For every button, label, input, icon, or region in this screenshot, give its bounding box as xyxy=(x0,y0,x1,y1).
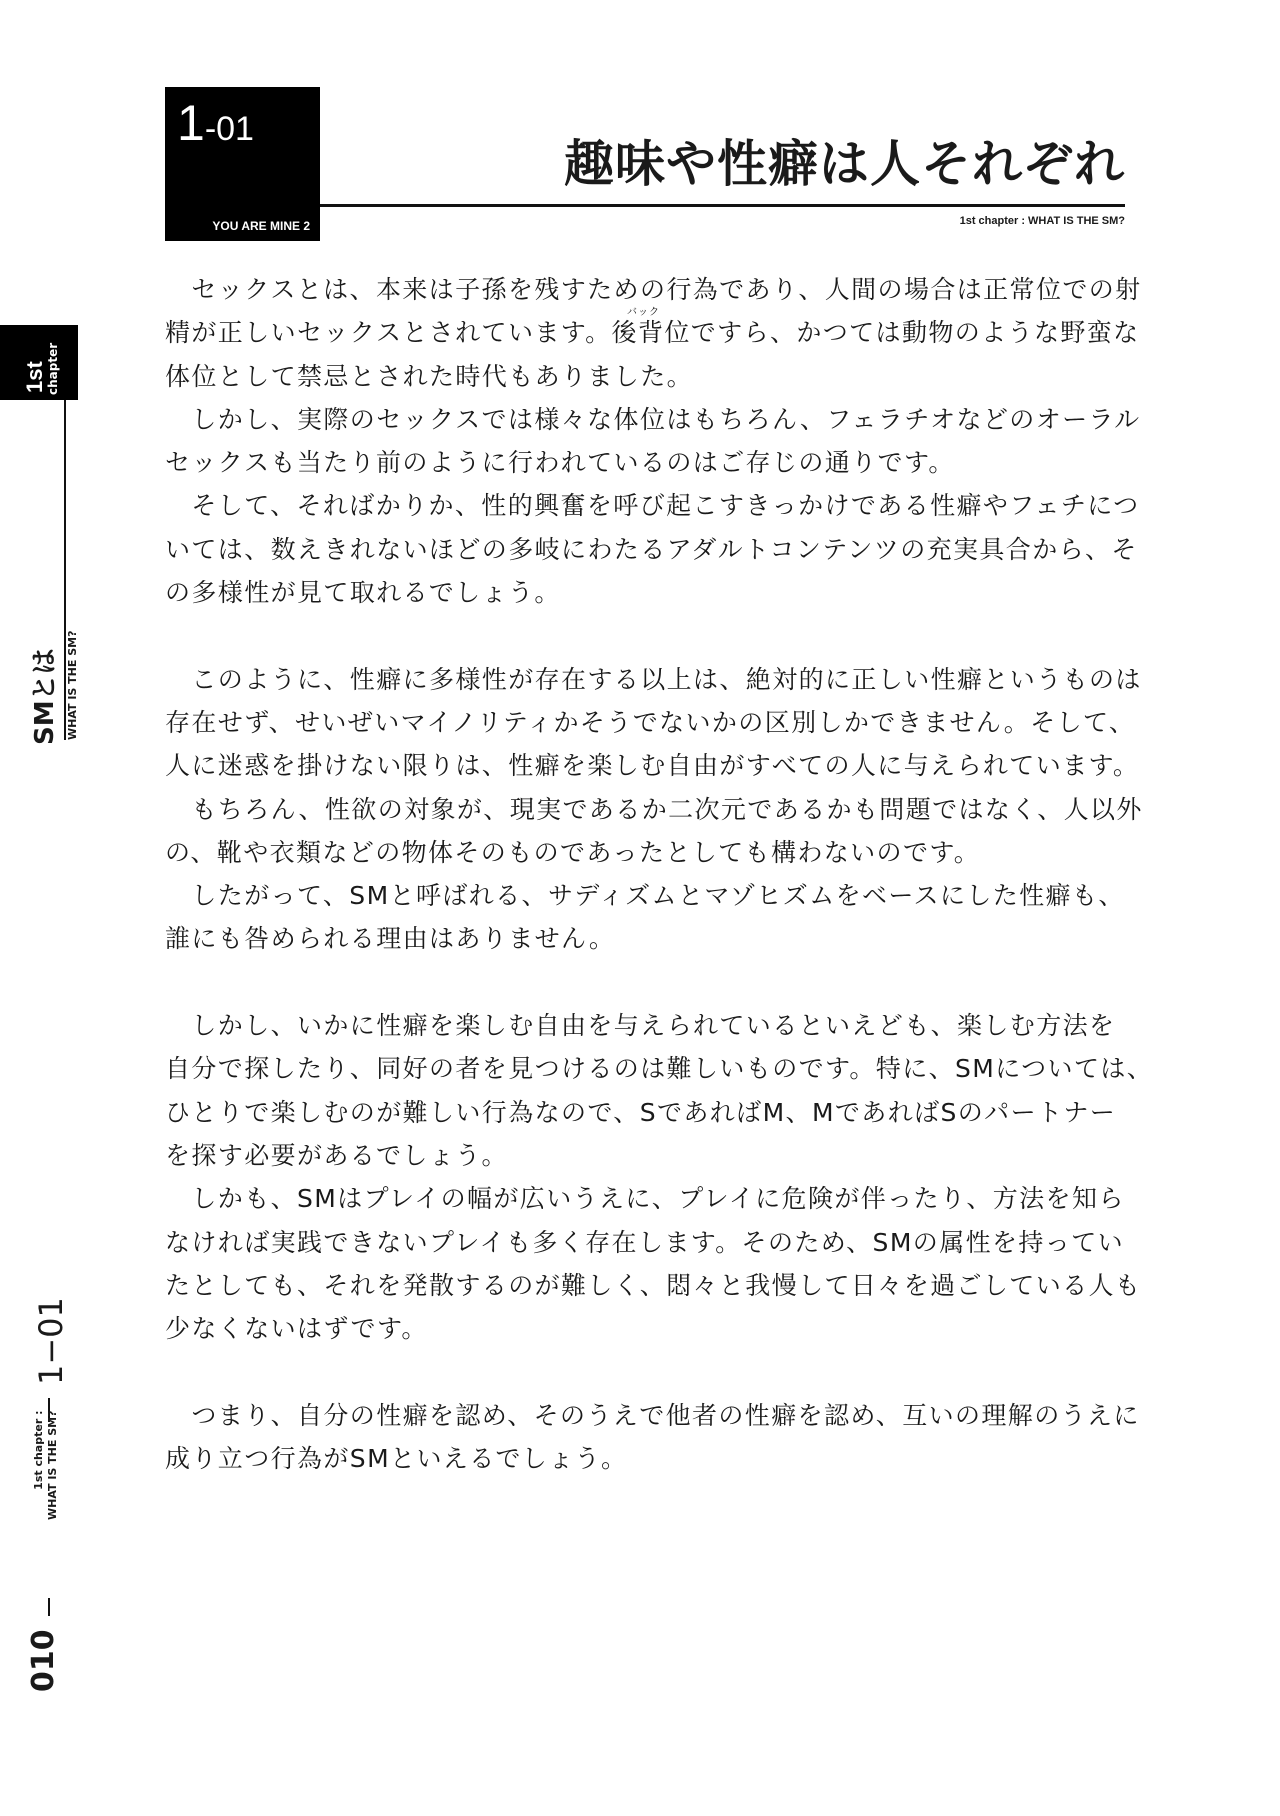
paragraph xyxy=(165,268,1140,614)
paragraph xyxy=(165,1004,1154,1350)
text-line: セックスも当たり前のように行われているのはご存じの通りです。 xyxy=(165,448,955,478)
footer-section-number: 1−01 xyxy=(32,1297,70,1385)
text-line: 精が正しいセックスとされています。後背位ですら、かつては動物のような野蛮な xyxy=(165,318,1140,348)
text-line: そして、そればかりか、性的興奮を呼び起こすきっかけである性癖やフェチにつ xyxy=(165,491,1140,521)
text-line: セックスとは、本来は子孫を残すための行為であり、人間の場合は正常位での射 xyxy=(165,275,1142,304)
section-major: 1 xyxy=(177,95,205,151)
text-line: なければ実践できないプレイも多く存在します。そのため、SMの属性を持ってい xyxy=(165,1227,1124,1257)
page-number: 010 xyxy=(26,1629,61,1692)
paragraph-gap xyxy=(165,614,1140,657)
text-line: を探す必要があるでしょう。 xyxy=(165,1140,508,1170)
text-line: 体位として禁忌とされた時代もありました。 xyxy=(165,361,694,391)
text-line: 自分で探したり、同好の者を見つけるのは難しいものです。特に、SMについては、 xyxy=(165,1054,1154,1084)
text-line: しかも、SMはプレイの幅が広いうえに、プレイに危険が伴ったり、方法を知ら xyxy=(165,1184,1125,1214)
title-rule xyxy=(320,204,1125,207)
text-line: の多様性が見て取れるでしょう。 xyxy=(165,578,561,608)
footer-chapter xyxy=(32,1411,60,1520)
section-number xyxy=(177,93,254,159)
text-line: しかし、実際のセックスでは様々な体位はもちろん、フェラチオなどのオーラル xyxy=(165,404,1141,434)
chapter-tab-number: 1st xyxy=(22,361,47,393)
ruby-annotation: バック xyxy=(627,307,660,318)
text-line: つまり、自分の性癖を認め、そのうえで他者の性癖を認め、互いの理解のうえに xyxy=(165,1400,1140,1430)
chapter-tab-label: chapter xyxy=(46,342,60,395)
text-line: しかし、いかに性癖を楽しむ自由を与えられているといえども、楽しむ方法を xyxy=(165,1011,1116,1041)
text-line: いては、数えきれないほどの多岐にわたるアダルトコンテンツの充実具合から、そ xyxy=(165,534,1138,564)
footer-divider xyxy=(48,1598,50,1616)
paragraph-gap xyxy=(165,1350,1140,1393)
paragraph xyxy=(165,658,1143,961)
text-line: もちろん、性欲の対象が、現実であるか二次元であるかも問題ではなく、人以外 xyxy=(165,794,1143,824)
section-number-box xyxy=(165,87,320,241)
text-line: 成り立つ行為がSMといえるでしょう。 xyxy=(165,1444,628,1474)
text-line: の、靴や衣類などの物体そのものであったとしても構わないのです。 xyxy=(165,837,981,867)
footer-chapter-line1: 1st chapter : xyxy=(32,1410,45,1490)
text-line: 誰にも咎められる理由はありません。 xyxy=(165,924,616,954)
text-line: 人に迷惑を掛けない限りは、性癖を楽しむ自由がすべての人に与えられています。 xyxy=(165,751,1140,781)
page-title: 趣味や性癖は人それぞれ xyxy=(564,135,1125,193)
footer-chapter-line2: WHAT IS THE SM? xyxy=(46,1410,59,1520)
chapter-tab xyxy=(0,325,78,400)
text-line: たとしても、それを発散するのが難しく、悶々と我慢して日々を過ごしている人も xyxy=(165,1270,1142,1300)
text-line: 少なくないはずです。 xyxy=(165,1314,428,1344)
section-minor: -01 xyxy=(204,110,254,148)
text-line: このように、性癖に多様性が存在する以上は、絶対的に正しい性癖というものは xyxy=(165,664,1142,694)
text-line: 存在せず、せいぜいマイノリティかそうでないかの区別しかできません。そして、 xyxy=(165,707,1136,737)
series-name: YOU ARE MINE 2 xyxy=(212,219,310,233)
sidebar-chapter-jp: SMとは xyxy=(30,648,60,745)
chapter-subtitle: 1st chapter : WHAT IS THE SM? xyxy=(959,215,1125,227)
sidebar-chapter-en: WHAT IS THE SM? xyxy=(66,630,79,740)
body-text xyxy=(165,268,1154,1480)
paragraph xyxy=(165,1394,1140,1481)
text-line: ひとりで楽しむのが難しい行為なので、SであればM、MであればSのパートナー xyxy=(165,1097,1117,1127)
text-line: したがって、SMと呼ばれる、サディズムとマゾヒズムをベースにした性癖も、 xyxy=(165,881,1125,911)
paragraph-gap xyxy=(165,961,1140,1004)
